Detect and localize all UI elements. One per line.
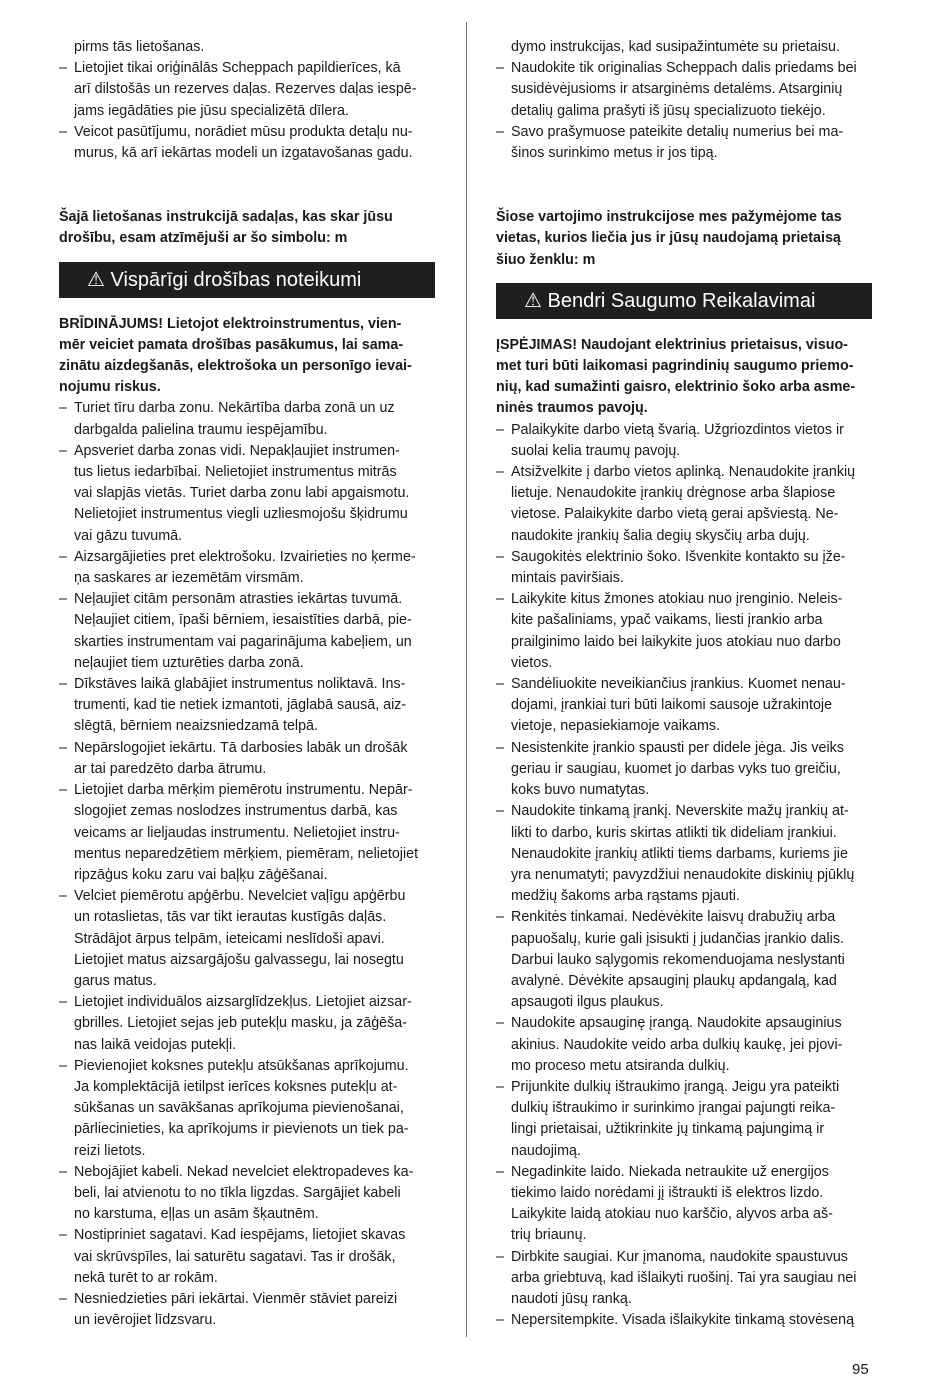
list-item — [496, 122, 872, 164]
text-line: lingi prietaisai, užtikrinkite jų tinkamą pajungimą ir — [511, 1121, 825, 1138]
dash-bullet-icon: – — [59, 1163, 67, 1180]
text-line: Laikykite laidą atokiau nuo karščio, alyvos arba aš- — [511, 1206, 833, 1223]
list-item-text — [511, 589, 872, 674]
text-line: Saugokitės elektrinio šoko. Išvenkite kontakto su įže- — [511, 548, 846, 565]
text-line: arī dilstošās un rezerves daļas. Rezerves daļas iespē- — [74, 81, 417, 98]
text-line: un rotaslietas, tās var tikt ierautas kustīgās daļās. — [74, 909, 387, 926]
text-line: Negadinkite laido. Niekada netraukite už energijos — [511, 1163, 829, 1180]
list-item — [59, 1162, 435, 1226]
text-line: darbgalda palielina traumu iespējamību. — [74, 421, 328, 438]
text-line: pārliecinieties, ka aprīkojums ir pievienots un tiek pa- — [74, 1121, 409, 1138]
spacer — [496, 319, 872, 335]
text-line: detalių galima prašyti iš jūsų specializuoto tiekėjo. — [511, 102, 826, 119]
list-item-text — [511, 801, 872, 907]
section-heading: ⚠ Bendri Saugumo Reikalavimai — [496, 283, 872, 319]
text-line: Atsižvelkite į darbo vietos aplinką. Nenaudokite įrankių — [511, 464, 856, 481]
text-line: veicams ar lieljaudas instrumentu. Nelietojiet instru- — [74, 824, 400, 841]
list-item — [496, 420, 872, 462]
text-line: mintais paviršiais. — [511, 570, 624, 587]
text-line: Prijunkite dulkių ištraukimo įrangą. Jeigu yra pateikti — [511, 1078, 840, 1095]
list-item-text — [511, 738, 872, 802]
text-line: Renkitės tinkamai. Nedėvėkite laisvų drabužių arba — [511, 909, 836, 926]
text-line: prailginimo laido bei laikykite juos atokiau nuo darbo — [511, 633, 841, 650]
dash-bullet-icon: – — [496, 739, 504, 756]
list-item-text — [511, 907, 872, 1013]
list-item-text — [511, 1013, 872, 1077]
list-item-text — [511, 462, 872, 547]
list-item-text — [74, 992, 435, 1056]
list-item-text — [511, 1310, 872, 1331]
text-line: apsaugoti ilgus plaukus. — [511, 994, 664, 1011]
text-line: vietas, kurios liečia jus ir jūsų naudojamą prietaisą — [496, 230, 841, 247]
page-number: 95 — [852, 1361, 869, 1378]
list-item — [496, 1077, 872, 1162]
list-item — [59, 398, 435, 440]
text-line: geriau ir saugiau, kuomet jo darbas vyks tuo greičiu, — [511, 760, 841, 777]
text-line: vai gāzu tuvumā. — [74, 527, 183, 544]
list-item-text — [74, 674, 435, 738]
text-line: Neļaujiet citiem, īpaši bērniem, iesaistīties darbā, pie- — [74, 612, 412, 629]
text-line: dulkių ištraukimo ir surinkimo įrangai pajungti reika- — [511, 1100, 836, 1117]
list-item — [496, 907, 872, 1013]
dash-bullet-icon: – — [59, 1227, 67, 1244]
spacer — [59, 250, 435, 262]
text-line: reizi lietots. — [74, 1142, 146, 1159]
text-line: Nostipriniet sagatavi. Kad iespējams, lietojiet skavas — [74, 1227, 406, 1244]
dash-bullet-icon: – — [496, 123, 504, 140]
text-line: Palaikykite darbo vietą švarią. Užgriozdintos vietos ir — [511, 421, 844, 438]
dash-bullet-icon: – — [496, 1015, 504, 1032]
list-item — [59, 780, 435, 886]
text-line: Nebojājiet kabeli. Nekad nevelciet elektropadeves ka- — [74, 1163, 414, 1180]
text-line: Savo prašymuose pateikite detalių numerius bei ma- — [511, 123, 844, 140]
dash-bullet-icon: – — [496, 464, 504, 481]
text-line: Sandėliuokite neveikiančius įrankius. Kuomet nenau- — [511, 676, 846, 693]
text-line: un ievērojiet līdzsvaru. — [74, 1312, 217, 1329]
list-item-text — [74, 441, 435, 547]
text-line: Lietojiet tikai oriģinālās Scheppach papildierīces, kā — [74, 60, 401, 77]
list-item-text — [74, 1225, 435, 1289]
text-line: slēgtā, bērniem neaizsniedzamā telpā. — [74, 718, 318, 735]
left-column — [59, 37, 435, 1331]
list-item — [496, 462, 872, 547]
dash-bullet-icon: – — [59, 400, 67, 417]
dash-bullet-icon: – — [496, 803, 504, 820]
text-line: neļaujiet tiem uzturēties darba zonā. — [74, 654, 304, 671]
text-line: vietoje, nepasiekiamoje vaikams. — [511, 718, 720, 735]
text-line: medžių šakoms arba rąstams pjauti. — [511, 888, 740, 905]
dash-bullet-icon: – — [496, 591, 504, 608]
dash-bullet-icon: – — [59, 888, 67, 905]
column-divider — [466, 22, 467, 1337]
list-item-text — [511, 1162, 872, 1247]
text-line: jams iegādāties pie jūsu specializētā dīlera. — [74, 102, 349, 119]
text-line: Nenaudokite įrankių atlikti tiems darbams, kuriems jie — [511, 845, 848, 862]
list-item — [59, 441, 435, 547]
list-item — [496, 1310, 872, 1331]
continued-text: pirms tās lietošanas. — [74, 39, 205, 55]
text-line: Lietojiet individuālos aizsarglīdzekļus. Lietojiet aizsar- — [74, 994, 412, 1011]
text-line: suolai kelia traumų pavojų. — [511, 442, 681, 459]
list-item — [59, 992, 435, 1056]
text-line: no karstuma, eļļas un asām šķautnēm. — [74, 1206, 319, 1223]
text-line: tus lietus iedarbībai. Nelietojiet instrumentus mitrās — [74, 464, 397, 481]
section-heading: ⚠ Vispārīgi drošības noteikumi — [59, 262, 435, 298]
text-line: sūkšanas un savākšanas aprīkojuma pievienošanai, — [74, 1100, 404, 1117]
right-column — [496, 37, 872, 1331]
text-line: likti to darbo, kuris skirtas atlikti tik dideliam įrankiui. — [511, 824, 837, 841]
list-item — [496, 738, 872, 802]
list-item — [496, 674, 872, 738]
text-line: vai slapjās vietās. Turiet darba zonu labi apgaismotu. — [74, 485, 410, 502]
text-line: naudoti jūsų ranką. — [511, 1290, 632, 1307]
text-line: Nesniedzieties pāri iekārtai. Vienmēr stāviet pareizi — [74, 1290, 398, 1307]
list-item-text — [511, 1077, 872, 1162]
text-line: drošību, esam atzīmējuši ar šo simbolu: m — [59, 230, 348, 247]
list-item-text — [511, 58, 872, 122]
text-line: Šiose vartojimo instrukcijose mes pažymėjome tas — [496, 209, 842, 226]
text-line: akinius. Naudokite veido arba dulkių kaukę, jei pjovi- — [511, 1036, 843, 1053]
text-line: Velciet piemērotu apģērbu. Nevelciet vaļīgu apģērbu — [74, 888, 406, 905]
text-line: mo proceso metu atsiranda dulkių. — [511, 1057, 730, 1074]
list-item — [496, 801, 872, 907]
text-line: kite pašaliniams, ypač vaikams, liesti įrankio arba — [511, 612, 823, 629]
text-line: tiekimo laido norėdami jį ištraukti iš elektros lizdo. — [511, 1184, 824, 1201]
text-line: susidėvėjusioms ir atsarginėms detalėms. Atsarginių — [511, 81, 843, 98]
text-line: Turiet tīru darba zonu. Nekārtība darba zonā un uz — [74, 400, 395, 417]
dash-bullet-icon: – — [59, 1057, 67, 1074]
text-line: ņa saskares ar iezemētām virsmām. — [74, 570, 304, 587]
list-item-text — [74, 1162, 435, 1226]
text-line: šinos surinkimo metus ir jos tipą. — [511, 145, 718, 162]
spacer — [496, 271, 872, 283]
text-line: dojami, įrankiai turi būti laikomi sausoje užrakintoje — [511, 697, 833, 714]
text-line: Nepārslogojiet iekārtu. Tā darbosies labāk un drošāk — [74, 739, 408, 756]
dash-bullet-icon: – — [496, 1163, 504, 1180]
dash-bullet-icon: – — [59, 442, 67, 459]
text-line: papuošalų, kurie gali įsisukti į judančias įrankio dalis. — [511, 930, 844, 947]
text-line: ar tai paredzēto darba ātrumu. — [74, 760, 267, 777]
text-line: koks buvo numatytas. — [511, 782, 650, 799]
list-item-text — [74, 780, 435, 886]
list-item — [496, 1162, 872, 1247]
dash-bullet-icon: – — [496, 548, 504, 565]
text-line: slogojiet zemas noslodzes instrumentus darbā, kas — [74, 803, 398, 820]
text-line: nekā turēt to ar rokām. — [74, 1269, 218, 1286]
text-line: Šajā lietošanas instrukcijā sadaļas, kas skar jūsu — [59, 209, 393, 226]
list-item — [59, 674, 435, 738]
dash-bullet-icon: – — [496, 676, 504, 693]
dash-bullet-icon: – — [59, 591, 67, 608]
dash-bullet-icon: – — [496, 909, 504, 926]
text-line: vai skrūvspīles, lai saturētu sagatavi. Tas ir drošāk, — [74, 1248, 396, 1265]
text-line: Darbui lauko sąlygomis rekomenduojama neslystanti — [511, 951, 845, 968]
text-line: Apsveriet darba zonas vidi. Nepakļaujiet instrumen- — [74, 442, 400, 459]
text-line: arba griebtuvą, kad išlaikyti ruošinį. Tai yra saugiau nei — [511, 1269, 857, 1286]
text-line: beli, lai atvienotu to no tīkla ligzdas. Sargājiet kabeli — [74, 1184, 401, 1201]
list-item-text — [511, 122, 872, 164]
list-item-text — [511, 674, 872, 738]
text-line: Pievienojiet koksnes putekļu atsūkšanas aprīkojumu. — [74, 1057, 409, 1074]
text-line: garus matus. — [74, 972, 157, 989]
text-line: Neļaujiet citām personām atrasties iekārtas tuvumā. — [74, 591, 403, 608]
text-line: Lietojiet matus aizsargājošu galvassegu, lai nosegtu — [74, 951, 404, 968]
list-item — [496, 1013, 872, 1077]
text-line: avalynė. Dėvėkite apsauginį plaukų apdangalą, kad — [511, 972, 837, 989]
text-line: Naudokite apsauginę įrangą. Naudokite apsauginius — [511, 1015, 842, 1032]
text-line: Nepersitempkite. Visada išlaikykite tinkamą stovėseną — [511, 1312, 855, 1329]
list-item — [496, 58, 872, 122]
text-line: Laikykite kitus žmones atokiau nuo įrenginio. Neleis- — [511, 591, 843, 608]
text-line: naudokite įrankių šalia degių skysčių arba dujų. — [511, 527, 810, 544]
list-item — [59, 58, 435, 122]
text-line: vietos. — [511, 654, 553, 671]
text-line: BRĪDINĀJUMS! Lietojot elektroinstrumentus, vien- — [59, 315, 402, 332]
list-item — [496, 1247, 872, 1311]
text-line: Ja komplektācijā ietilpst ierīces koksnes putekļu at- — [74, 1078, 398, 1095]
text-line: Veicot pasūtījumu, norādiet mūsu produkta detaļu nu- — [74, 123, 413, 140]
list-item-text — [74, 1289, 435, 1331]
list-item-text — [511, 420, 872, 462]
text-line: skarties instrumentam vai pagarinājuma kabeļiem, un — [74, 633, 412, 650]
text-line: naudojimą. — [511, 1142, 581, 1159]
text-line: Naudokite tinkamą įrankį. Neverskite mažų įrankių at- — [511, 803, 849, 820]
text-line: ninės traumos pavojų. — [496, 400, 648, 417]
dash-bullet-icon: – — [59, 1290, 67, 1307]
list-item — [496, 547, 872, 589]
list-item-text — [74, 886, 435, 992]
text-line: šiuo ženklu: m — [496, 251, 596, 268]
dash-bullet-icon: – — [59, 548, 67, 565]
dash-bullet-icon: – — [496, 60, 504, 77]
list-item — [59, 1225, 435, 1289]
text-line: lietuje. Nenaudokite įrankių drėgnose arba šlapiose — [511, 485, 836, 502]
dash-bullet-icon: – — [496, 1312, 504, 1329]
dash-bullet-icon: – — [496, 1248, 504, 1265]
text-line: murus, kā arī iekārtas modeli un izgatavošanas gadu. — [74, 145, 413, 162]
text-line: Strādājot ārpus telpām, ieteicami neslīdoši apavi. — [74, 930, 385, 947]
list-item — [59, 589, 435, 674]
continued-text: dymo instrukcijas, kad susipažintumėte su prietaisu. — [511, 39, 840, 55]
list-item-text — [74, 738, 435, 780]
spacer — [59, 298, 435, 314]
symbol-intro — [496, 207, 872, 271]
list-item — [59, 547, 435, 589]
list-item-text — [74, 398, 435, 440]
text-line: Lietojiet darba mērķim piemērotu instrumentu. Nepār- — [74, 782, 413, 799]
text-line: nas laikā veidojas putekļi. — [74, 1036, 237, 1053]
dash-bullet-icon: – — [59, 782, 67, 799]
dash-bullet-icon: – — [59, 739, 67, 756]
text-line: ĮSPĖJIMAS! Naudojant elektrinius prietaisus, visuo- — [496, 336, 848, 353]
dash-bullet-icon: – — [59, 123, 67, 140]
text-line: trumenti, kad tie netiek izmantoti, jāglabā sausā, aiz- — [74, 697, 407, 714]
text-line: trių briaunų. — [511, 1227, 587, 1244]
list-item-text — [511, 547, 872, 589]
list-item — [59, 738, 435, 780]
dash-bullet-icon: – — [496, 1078, 504, 1095]
warning-paragraph — [496, 335, 872, 420]
text-line: mentus neparedzētiem mērķiem, piemēram, nelietojiet — [74, 845, 419, 862]
text-line: zinātu aizdegšanās, elektrošoka un personīgo ievai- — [59, 358, 412, 375]
dash-bullet-icon: – — [59, 60, 67, 77]
text-line: gbrilles. Lietojiet sejas jeb putekļu masku, ja zāģēša- — [74, 1015, 407, 1032]
list-item-text — [74, 1056, 435, 1162]
spacer — [496, 164, 872, 207]
dash-bullet-icon: – — [496, 421, 504, 438]
list-item — [59, 122, 435, 164]
list-item-text — [74, 122, 435, 164]
dash-bullet-icon: – — [59, 994, 67, 1011]
text-line: nojumu riskus. — [59, 379, 161, 396]
list-item — [496, 589, 872, 674]
text-line: mēr veiciet pamata drošības pasākumus, lai sama- — [59, 336, 404, 353]
list-item — [59, 1289, 435, 1331]
text-line: yra nenumatyti; pavyzdžiui nenaudokite diskinių pjūklų — [511, 866, 855, 883]
text-line: Dirbkite saugiai. Kur įmanoma, naudokite spaustuvus — [511, 1248, 848, 1265]
text-line: Naudokite tik originalias Scheppach dalis priedams bei — [511, 60, 857, 77]
dash-bullet-icon: – — [59, 676, 67, 693]
text-line: Dīkstāves laikā glabājiet instrumentus noliktavā. Ins- — [74, 676, 406, 693]
list-item — [59, 886, 435, 992]
warning-paragraph — [59, 314, 435, 399]
text-line: met turi būti laikomasi pagrindinių saugumo priemo- — [496, 358, 854, 375]
text-line: nių, kad sumažinti gaisro, elektrinio šoko arba asme- — [496, 379, 856, 396]
list-item — [59, 1056, 435, 1162]
list-item-text — [511, 1247, 872, 1311]
text-line: Aizsargājieties pret elektrošoku. Izvairieties no ķerme- — [74, 548, 416, 565]
symbol-intro — [59, 207, 435, 249]
spacer — [59, 164, 435, 207]
text-line: ripzāģus koku zaru vai baļķu zāģēšanai. — [74, 866, 328, 883]
list-item-text — [74, 589, 435, 674]
text-line: vietose. Palaikykite darbo vietą gerai apšviestą. Ne- — [511, 506, 839, 523]
list-item-text — [74, 547, 435, 589]
text-line: Nesistenkite įrankio spausti per didele jėga. Jis veiks — [511, 739, 844, 756]
text-line: Nelietojiet instrumentus viegli uzliesmojošu šķidrumu — [74, 506, 408, 523]
list-item-text — [74, 58, 435, 122]
